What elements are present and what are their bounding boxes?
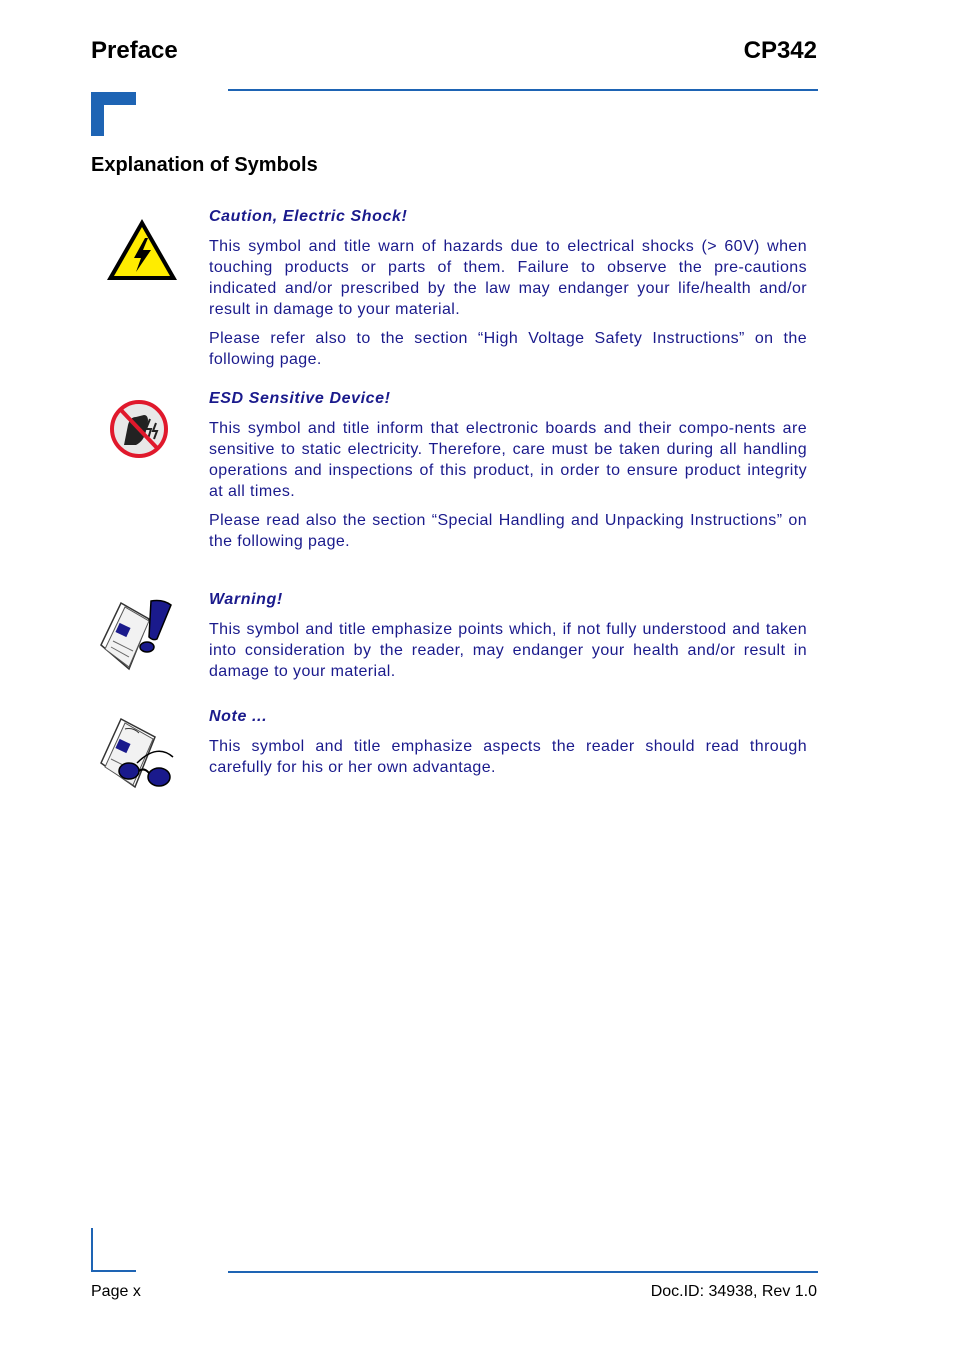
page-number: Page x	[91, 1283, 141, 1300]
symbol-block-note	[209, 708, 807, 786]
corner-mark-horizontal	[91, 92, 136, 105]
symbol-block-esd	[209, 390, 807, 560]
symbol-reference: Please refer also to the section “High Voltage Safety Instructions” on the following page.	[209, 330, 807, 368]
document-id: Doc.ID: 34938, Rev 1.0	[650, 1283, 817, 1300]
symbol-description: This symbol and title inform that electronic boards and their compo-nents are sensitive to static electricity. Therefore, care must be taken during all handling operations and inspections of this product, in order to ensure product integrity at all times.	[209, 420, 807, 500]
note-glasses-icon	[99, 713, 177, 791]
section-title: Explanation of Symbols	[91, 154, 318, 176]
symbol-block-electric-shock	[209, 208, 807, 378]
symbol-title: ESD Sensitive Device!	[209, 390, 391, 407]
symbol-block-warning	[209, 591, 807, 690]
symbol-description: This symbol and title warn of hazards due to electrical shocks (> 60V) when touching products or parts of them. Failure to observe the pre-cautions indicated and/or prescribed by the law may endanger your life/health and/or result in damage to your material.	[209, 238, 807, 318]
symbol-title: Caution, Electric Shock!	[209, 208, 408, 225]
symbol-title: Warning!	[209, 591, 283, 608]
symbol-title: Note ...	[209, 708, 268, 725]
electric-shock-warning-icon	[104, 216, 180, 284]
header-section-title: Preface	[91, 37, 178, 64]
header-rule	[228, 89, 818, 91]
warning-document-icon	[99, 597, 177, 673]
esd-sensitive-icon	[108, 397, 170, 461]
header-product-name: CP342	[743, 37, 817, 64]
footer-corner-mark-horizontal	[91, 1270, 136, 1272]
symbol-reference: Please read also the section “Special Handling and Unpacking Instructions” on the following page.	[209, 512, 807, 550]
footer-rule	[228, 1271, 818, 1273]
footer-corner-mark	[91, 1228, 93, 1272]
symbol-description: This symbol and title emphasize aspects the reader should read through carefully for his or her own advantage.	[209, 738, 807, 776]
symbol-description: This symbol and title emphasize points which, if not fully understood and taken into consideration by the reader, may endanger your health and/or result in damage to your material.	[209, 621, 807, 680]
